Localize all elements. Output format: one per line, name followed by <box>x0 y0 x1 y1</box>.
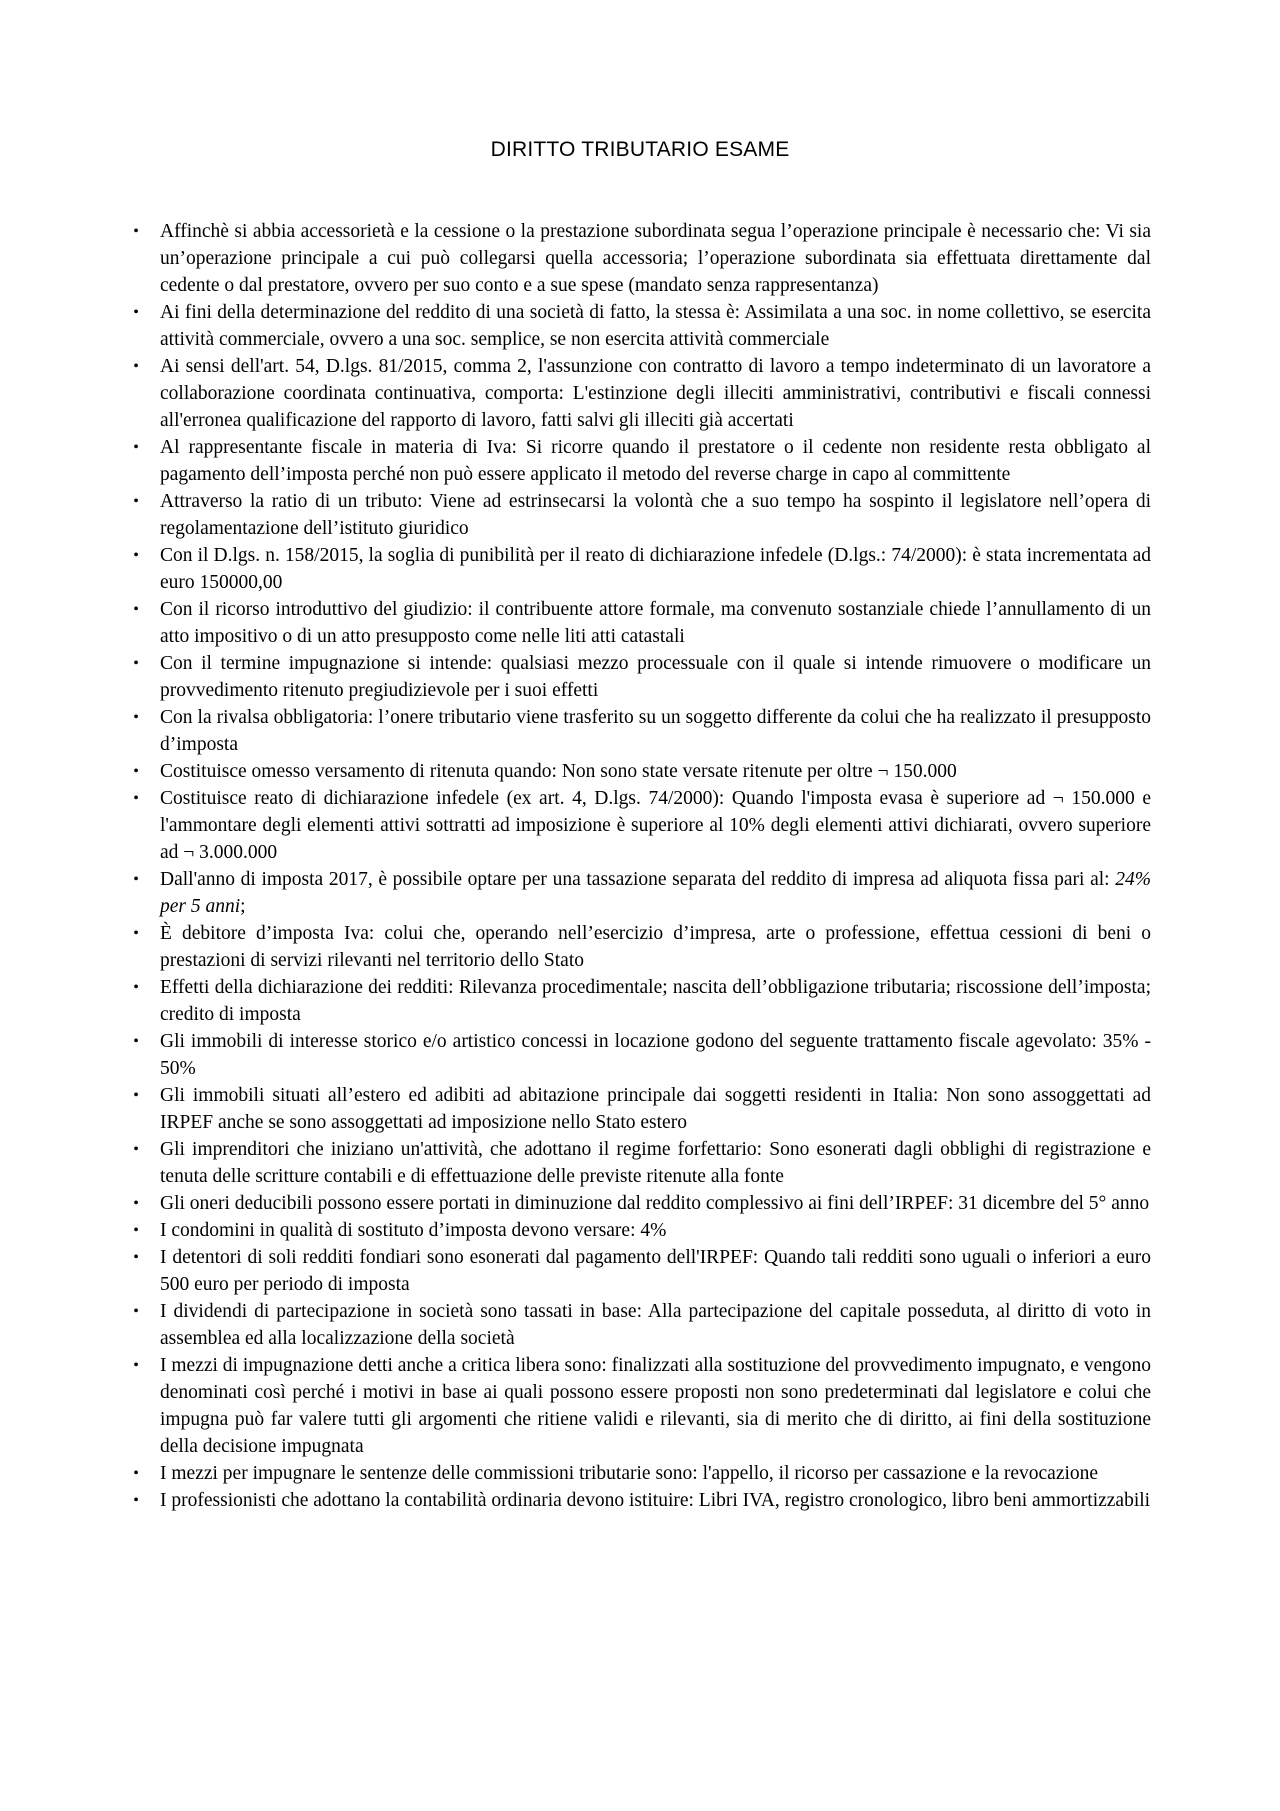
bullet-icon: • <box>133 1195 139 1212</box>
list-item-text: Gli immobili di interesse storico e/o artistico concessi in locazione godono del seguente trattamento fiscale agevolato: 35% - 50% <box>160 1031 1151 1079</box>
list-item-text: Affinchè si abbia accessorietà e la cessione o la prestazione subordinata segua l’operazione principale è necessario che: Vi sia un’operazione principale a cui può collegarsi quella accessoria; l’operazione subordinata sia effettuata direttamente dal cedente o dal prestatore, ovvero per suo conto e a sue spese (mandato senza rappresentanza) <box>160 221 1151 296</box>
list-item-text: Con il termine impugnazione si intende: qualsiasi mezzo processuale con il quale si intende rimuovere o modificare un provvedimento ritenuto pregiudizievole per i suoi effetti <box>160 653 1151 701</box>
list-item-text: Gli imprenditori che iniziano un'attività, che adottano il regime forfettario: Sono esonerati dagli obblighi di registrazione e tenuta delle scritture contabili e di effettuazione delle previste ritenute alla fonte <box>160 1139 1151 1187</box>
list-item <box>133 1028 1151 1082</box>
list-item-text: È debitore d’imposta Iva: colui che, operando nell’esercizio d’impresa, arte o professione, effettua cessioni di beni o prestazioni di servizi rilevanti nel territorio dello Stato <box>160 923 1151 971</box>
list-item <box>133 785 1151 866</box>
page-title: DIRITTO TRIBUTARIO ESAME <box>490 138 790 161</box>
bullet-icon: • <box>133 1087 139 1104</box>
list-item <box>133 704 1151 758</box>
bullet-icon: • <box>133 1249 139 1266</box>
list-item <box>133 542 1151 596</box>
list-item <box>133 974 1151 1028</box>
list-item-text: I professionisti che adottano la contabilità ordinaria devono istituire: Libri IVA, registro cronologico, libro beni ammortizzabili <box>160 1490 1151 1511</box>
list-item-text: Attraverso la ratio di un tributo: Viene ad estrinsecarsi la volontà che a suo tempo ha sospinto il legislatore nell’opera di regolamentazione dell’istituto giuridico <box>160 491 1151 539</box>
list-item-text: Al rappresentante fiscale in materia di Iva: Si ricorre quando il prestatore o il cedente non residente resta obbligato al pagamento dell’imposta perché non può essere applicato il metodo del reverse charge in capo al committente <box>160 437 1151 485</box>
list-item-text: Con il ricorso introduttivo del giudizio: il contribuente attore formale, ma convenuto sostanziale chiede l’annullamento di un atto impositivo o di un atto presupposto come nelle liti atti catastali <box>160 599 1151 647</box>
bullet-icon: • <box>133 979 139 996</box>
list-item-text: Ai sensi dell'art. 54, D.lgs. 81/2015, comma 2, l'assunzione con contratto di lavoro a tempo indeterminato di un lavoratore a collaborazione coordinata continuativa, comporta: L'estinzione degli illeciti amministrativi, contributivi e fiscali connessi all'erronea qualificazione del rapporto di lavoro, fatti salvi gli illeciti già accertati <box>160 356 1151 431</box>
bullet-icon: • <box>133 358 139 375</box>
list-item-text: I condomini in qualità di sostituto d’imposta devono versare: 4% <box>160 1220 667 1241</box>
list-item <box>133 1082 1151 1136</box>
list-item-text: I dividendi di partecipazione in società sono tassati in base: Alla partecipazione del capitale posseduta, al diritto di voto in assemblea ed alla localizzazione della società <box>160 1301 1151 1349</box>
list-item-text: Costituisce omesso versamento di ritenuta quando: Non sono state versate ritenute per oltre ¬ 150.000 <box>160 761 957 782</box>
list-item-emphasis: 24% per 5 anni <box>160 869 1151 917</box>
list-item <box>133 488 1151 542</box>
list-item-text: Effetti della dichiarazione dei redditi: Rilevanza procedimentale; nascita dell’obbligazione tributaria; riscossione dell’imposta; credito di imposta <box>160 977 1151 1025</box>
list-item <box>133 650 1151 704</box>
bullet-icon: • <box>133 1357 139 1374</box>
bullet-icon: • <box>133 763 139 780</box>
bullet-icon: • <box>133 304 139 321</box>
list-item-tail: ; <box>240 896 246 917</box>
bullet-icon: • <box>133 871 139 888</box>
bullet-icon: • <box>133 493 139 510</box>
bullet-icon: • <box>133 1465 139 1482</box>
list-item-text: I mezzi per impugnare le sentenze delle commissioni tributarie sono: l'appello, il ricorso per cassazione e la revocazione <box>160 1463 1099 1484</box>
list-item <box>133 353 1151 434</box>
list-item <box>133 758 1151 785</box>
bullet-icon: • <box>133 790 139 807</box>
list-item-text: I detentori di soli redditi fondiari sono esonerati dal pagamento dell'IRPEF: Quando tali redditi sono uguali o inferiori a euro 500 euro per periodo di imposta <box>160 1247 1151 1295</box>
bullet-icon: • <box>133 1141 139 1158</box>
list-item <box>133 596 1151 650</box>
list-item-text: Con il D.lgs. n. 158/2015, la soglia di punibilità per il reato di dichiarazione infedele (D.lgs.: 74/2000): è stata incrementata ad euro 150000,00 <box>160 545 1151 593</box>
list-item <box>133 1136 1151 1190</box>
bullet-icon: • <box>133 655 139 672</box>
bullet-icon: • <box>133 1303 139 1320</box>
list-item <box>133 1352 1151 1460</box>
list-item <box>133 1487 1151 1514</box>
list-item <box>133 920 1151 974</box>
list-item <box>133 1460 1151 1487</box>
list-item <box>133 1298 1151 1352</box>
list-item <box>133 299 1151 353</box>
list-item <box>133 866 1151 920</box>
bullet-icon: • <box>133 1033 139 1050</box>
list-item-text: Costituisce reato di dichiarazione infedele (ex art. 4, D.lgs. 74/2000): Quando l'imposta evasa è superiore ad ¬ 150.000 e l'ammontare degli elementi attivi sottratti ad imposizione è superiore al 10% degli elementi attivi dichiarati, ovvero superiore ad ¬ 3.000.000 <box>160 788 1151 863</box>
bullet-icon: • <box>133 925 139 942</box>
bullet-icon: • <box>133 1492 139 1509</box>
bullet-icon: • <box>133 547 139 564</box>
list-item-text: I mezzi di impugnazione detti anche a critica libera sono: finalizzati alla sostituzione del provvedimento impugnato, e vengono denominati così perché i motivi in base ai quali possono essere proposti non sono predeterminati dal legislatore e colui che impugna può far valere tutti gli argomenti che ritiene validi e rilevanti, sia di merito che di diritto, ai fini della sostituzione della decisione impugnata <box>160 1355 1151 1457</box>
list-item-text: Gli oneri deducibili possono essere portati in diminuzione dal reddito complessivo ai fini dell’IRPEF: 31 dicembre del 5° anno <box>160 1193 1150 1214</box>
bullet-icon: • <box>133 223 139 240</box>
bullet-icon: • <box>133 1222 139 1239</box>
list-item <box>133 1217 1151 1244</box>
list-item-text: Gli immobili situati all’estero ed adibiti ad abitazione principale dai soggetti residenti in Italia: Non sono assoggettati ad IRPEF anche se sono assoggettati ad imposizione nello Stato estero <box>160 1085 1151 1133</box>
list-item <box>133 434 1151 488</box>
bullet-icon: • <box>133 709 139 726</box>
list-item <box>133 1244 1151 1298</box>
list-item-text: Dall'anno di imposta 2017, è possibile optare per una tassazione separata del reddito di impresa ad aliquota fissa pari al: <box>160 869 1116 890</box>
bullet-icon: • <box>133 439 139 456</box>
list-item <box>133 1190 1151 1217</box>
list-item <box>133 218 1151 299</box>
list-item-text: Con la rivalsa obbligatoria: l’onere tributario viene trasferito su un soggetto differente da colui che ha realizzato il presupposto d’imposta <box>160 707 1151 755</box>
list-item-text: Ai fini della determinazione del reddito di una società di fatto, la stessa è: Assimilata a una soc. in nome collettivo, se esercita attività commerciale, ovvero a una soc. semplice, se non esercita attività commerciale <box>160 302 1151 350</box>
question-answer-list <box>133 218 1151 1514</box>
bullet-icon: • <box>133 601 139 618</box>
